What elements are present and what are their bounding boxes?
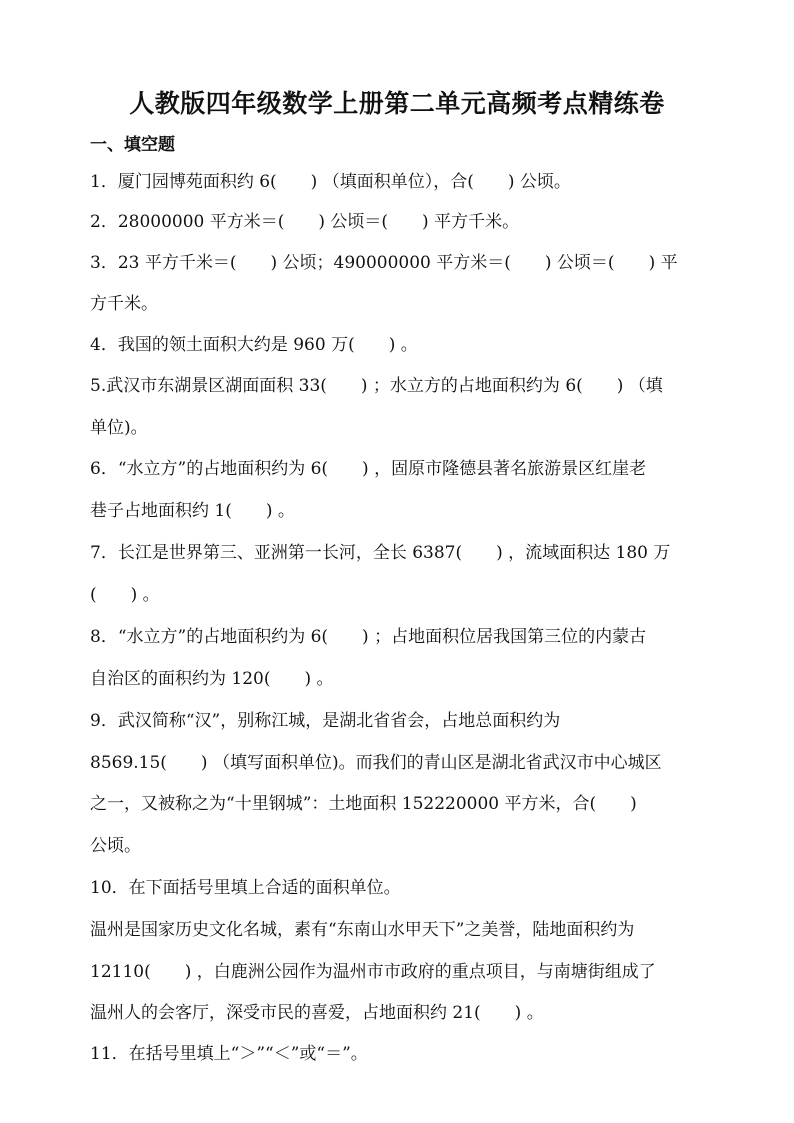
question-line: 8．“水立方”的占地面积约为 6( ) ；占地面积位居我国第三位的内蒙古 — [90, 627, 647, 647]
question-line: 巷子占地面积约 1( ) 。 — [90, 501, 295, 521]
question-line: 之一，又被称之为“十里钢城”：土地面积 152220000 平方米，合( ) — [90, 794, 637, 814]
question-line: 6．“水立方”的占地面积约为 6( ) ，固原市隆德县著名旅游景区红崖老 — [90, 459, 647, 479]
question-line: 3．23 平方千米＝( ) 公顷；490000000 平方米＝( ) 公顷＝( ) 平 — [90, 253, 678, 273]
question-line: ( ) 。 — [90, 585, 160, 605]
question-line: 自治区的面积约为 120( ) 。 — [90, 669, 334, 689]
question-line: 1．厦门园博苑面积约 6( ) （填面积单位），合( ) 公顷。 — [90, 172, 571, 192]
question-line: 11．在括号里填上“＞”“＜”或“＝”。 — [90, 1044, 368, 1064]
question-line: 7．长江是世界第三、亚洲第一长河，全长 6387( ) ，流域面积达 180 万 — [90, 543, 671, 563]
question-line: 12110( ) ，白鹿洲公园作为温州市市政府的重点项目，与南塘街组成了 — [90, 962, 656, 982]
question-line: 4．我国的领土面积大约是 960 万( ) 。 — [90, 335, 418, 355]
question-line: 2．28000000 平方米＝( ) 公顷＝( ) 平方千米。 — [90, 212, 520, 232]
question-line: 单位)。 — [90, 418, 148, 438]
question-line: 温州人的会客厅，深受市民的喜爱，占地面积约 21( ) 。 — [90, 1003, 544, 1023]
question-line: 公顷。 — [90, 836, 141, 856]
question-line: 温州是国家历史文化名城，素有“东南山水甲天下”之美誉，陆地面积约为 — [90, 920, 635, 940]
page-title: 人教版四年级数学上册第二单元高频考点精练卷 — [129, 89, 665, 118]
question-line: 方千米。 — [90, 294, 158, 314]
question-line: 10．在下面括号里填上合适的面积单位。 — [90, 878, 401, 898]
question-line: 9．武汉简称“汉”，别称江城，是湖北省省会，占地总面积约为 — [90, 711, 561, 731]
question-line: 8569.15( ) （填写面积单位)。而我们的青山区是湖北省武汉市中心城区 — [90, 753, 662, 773]
section-heading: 一、填空题 — [90, 135, 175, 155]
question-line: 5.武汉市东湖景区湖面面积 33( ) ；水立方的占地面积约为 6( ) （填 — [90, 376, 663, 396]
